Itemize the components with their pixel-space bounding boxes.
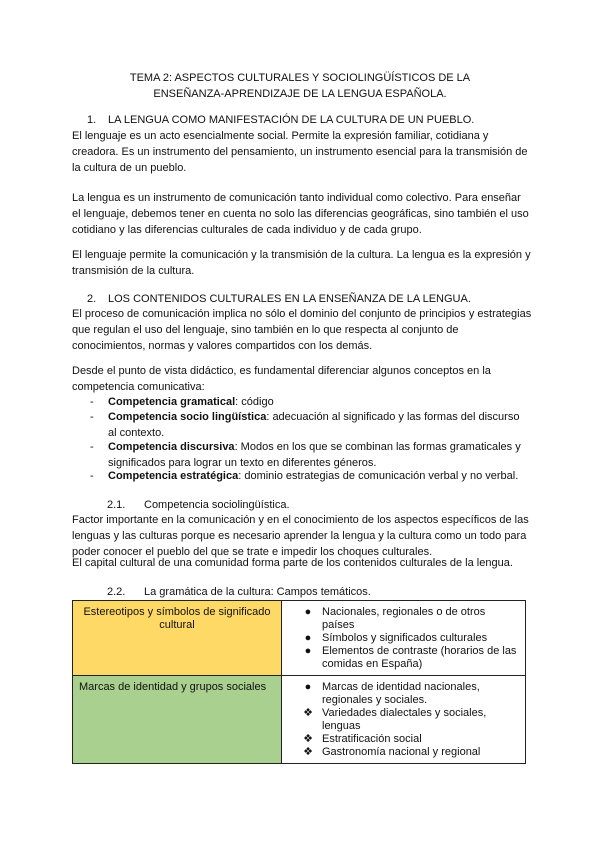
section-1-title: LA LENGUA COMO MANIFESTACIÓN DE LA CULTURA DE UN PUEBLO. [108, 114, 475, 126]
thematic-fields-table [72, 600, 526, 764]
diamond-bullet-icon: ❖ [303, 746, 313, 758]
diamond-bullet-icon: ❖ [303, 707, 313, 719]
table-row [73, 601, 526, 676]
section-2-title: LOS CONTENIDOS CULTURALES EN LA ENSEÑANZA DE LA LENGUA. [108, 293, 471, 305]
bullet-marker: ● [304, 606, 312, 618]
section-1-paragraph-1: El lenguaje es un acto esencialmente social. Permite la expresión familiar, cotidiana y creadora. Es un instrumento del pensamiento, un instrumento esencial para la transmisión de la cultura de un pueblo. [72, 130, 528, 174]
diamond-bullet-icon: ❖ [303, 733, 313, 745]
table-cell-items [282, 676, 526, 764]
competence-term: Competencia socio lingüística [108, 411, 267, 423]
list-item: ● Elementos de contraste (horarios de las comidas en España) [288, 645, 519, 671]
title-line-1: TEMA 2: ASPECTOS CULTURALES Y SOCIOLINGÜÍSTICOS DE LA [129, 72, 471, 84]
list-item: ❖ Estratificación social [303, 733, 422, 745]
competence-description: : Modos en los que se combinan las formas gramaticales y significados para lograr un texto en diferentes géneros. [108, 441, 521, 469]
section-1-paragraph-2: La lengua es un instrumento de comunicación tanto individual como colectivo. Para enseñar el lenguaje, debemos tener en cuenta no solo las diferencias geográficas, sino también el uso cotidiano y las diferencias culturales de cada individuo y de cada grupo. [72, 192, 529, 236]
table-row [73, 676, 526, 764]
section-2-heading [87, 291, 471, 307]
section-2-number: 2. [87, 293, 97, 305]
list-item: ● Símbolos y significados culturales [288, 632, 519, 645]
section-1-number: 1. [87, 114, 97, 126]
bullet-marker: ● [304, 645, 312, 657]
bullet-marker: ● [304, 632, 312, 644]
subsection-2-2-title: La gramática de la cultura: Campos temáticos. [144, 586, 371, 598]
section-2-paragraph-1: El proceso de comunicación implica no sólo el dominio del conjunto de principios y estrategias que regulan el uso del lenguaje, sino también en lo que respecta al conjunto de conocimientos, normas y valores compartidos con los demás. [72, 308, 532, 352]
table-cell-items [282, 601, 526, 676]
subsection-2-1-paragraph-2: El capital cultural de una comunidad forma parte de los contenidos culturales de la lengua. [72, 557, 513, 569]
competence-description: : dominio estrategias de comunicación verbal y no verbal. [238, 470, 519, 482]
section-1-heading [87, 112, 474, 128]
section-1-paragraph-3: El lenguaje permite la comunicación y la transmisión de la cultura. La lengua es la expresión y transmisión de la cultura. [72, 249, 531, 277]
competence-description: : código [235, 396, 274, 408]
list-item: ● Marcas de identidad nacionales, regionales y sociales. [288, 681, 519, 707]
items-list [288, 606, 519, 671]
bullet-marker: ● [304, 681, 312, 693]
competence-term: Competencia gramatical [108, 396, 236, 408]
list-item: ● Nacionales, regionales o de otros países [288, 606, 519, 632]
competence-description: : adecuación al significado y las formas del discurso al contexto. [108, 411, 520, 439]
list-dash: - [90, 441, 94, 453]
list-dash: - [90, 470, 94, 482]
list-dash: - [90, 396, 94, 408]
subsection-2-1-paragraph-1: Factor importante en la comunicación y en el conocimiento de los aspectos específicos de las lenguas y las culturas porque es necesario aprender la lengua y la cultura como un todo para poder conocer el pueblo del que se trate e impedir los choques culturales. [72, 514, 529, 558]
table-cell-category: Marcas de identidad y grupos sociales [73, 676, 282, 764]
subsection-2-2-number: 2.2. [107, 586, 126, 598]
subsection-2-1-heading [107, 497, 290, 513]
subsection-2-1-title: Competencia sociolingüística. [144, 499, 290, 511]
competence-term: Competencia estratégica [108, 470, 239, 482]
section-2-paragraph-2: Desde el punto de vista didáctico, es fundamental diferenciar algunos conceptos en la competencia comunicativa: [72, 365, 491, 393]
document-title [60, 70, 540, 102]
list-item: ❖ Variedades dialectales y sociales, lenguas [303, 707, 487, 732]
table-cell-category: Estereotipos y símbolos de significado cultural [73, 601, 282, 676]
list-dash: - [90, 411, 94, 423]
title-line-2: ENSEÑANZA-APRENDIZAJE DE LA LENGUA ESPAÑOLA. [153, 88, 447, 100]
competence-term: Competencia discursiva [108, 441, 235, 453]
items-list [288, 681, 519, 759]
subsection-2-1-number: 2.1. [107, 499, 126, 511]
list-item: ❖ Gastronomía nacional y regional [303, 746, 481, 758]
subsection-2-2-heading [107, 584, 371, 600]
